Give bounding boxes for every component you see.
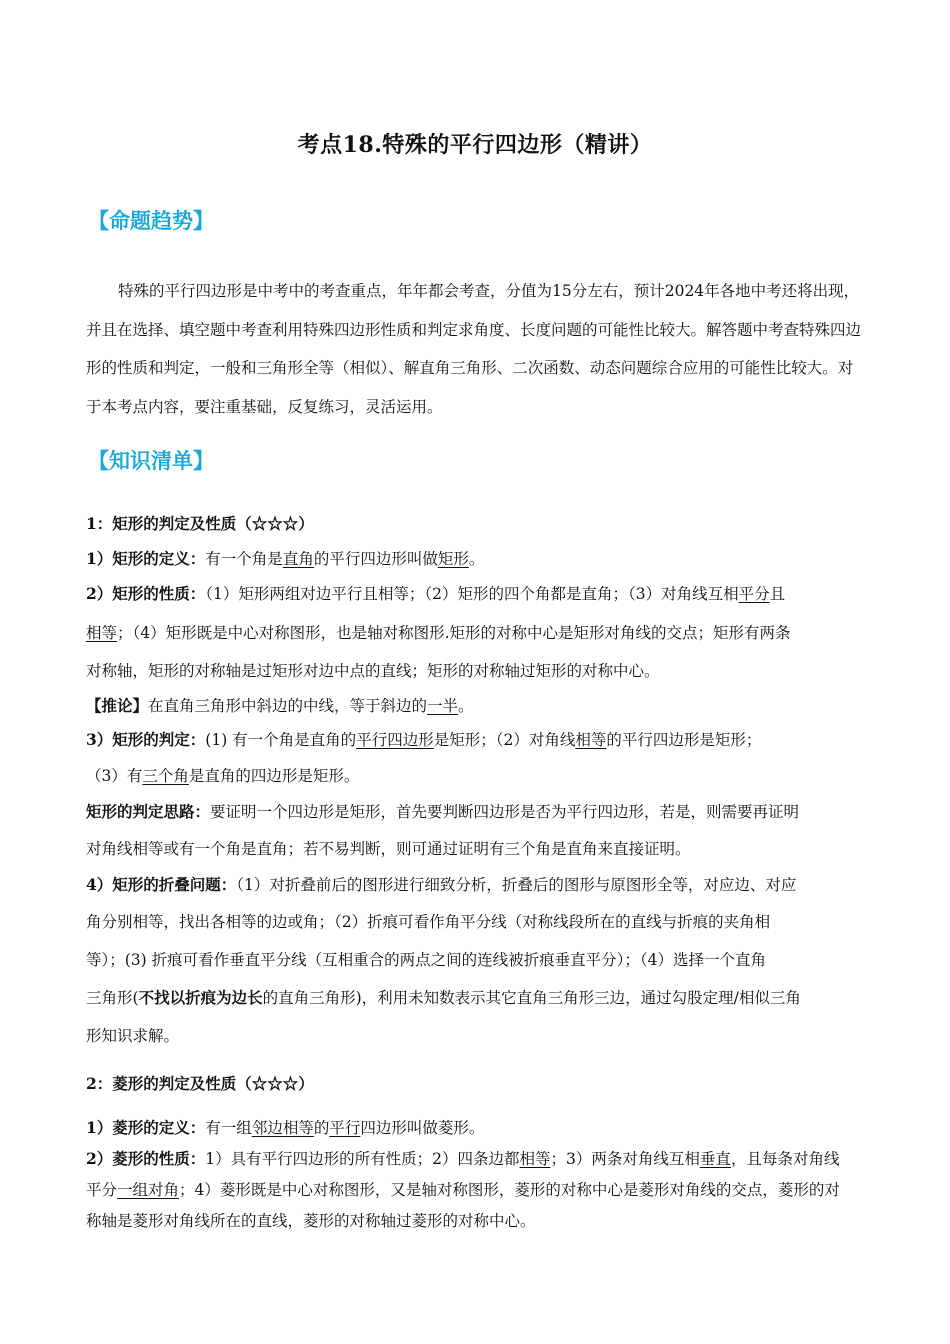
page-title: 考点18.特殊的平行四边形（精讲）: [297, 132, 653, 158]
rhombus-definition: 1）菱形的定义：有一组邻边相等的平行四边形叫做菱形。: [86, 1118, 485, 1137]
rhombus-property-line-1: 2）菱形的性质：1）具有平行四边形的所有性质；2）四条边都相等；3）两条对角线互相垂直，且每条对角线: [86, 1149, 840, 1168]
rect-corollary: 【推论】在直角三角形中斜边的中线，等于斜边的一半。: [86, 696, 474, 715]
rect-idea-line-2: 对角线相等或有一个角是直角；若不易判断，则可通过证明有三个角是直角来直接证明。: [86, 840, 691, 858]
intro-paragraph: 特殊的平行四边形是中考中的考查重点，年年都会考查，分值为15分左右，预计2024年各地中考还将出现，并且在选择、填空题中考查利用特殊四边形性质和判定求角度、长度问题的可能性比较大。解答题中考查特殊四边形的性质和判定，一般和三角形全等（相似）、解直角三角形、二次函数、动态问题综合应用的可能性比较大。对于本考点内容，要注重基础，反复练习，灵活运用。: [86, 282, 862, 416]
rect-judgement-line-1: 3）矩形的判定：(1) 有一个角是直角的平行四边形是矩形；（2）对角线相等的平行四边形是矩形；: [86, 730, 762, 749]
rect-property-line-1: 2）矩形的性质：（1）矩形两组对边平行且相等；（2）矩形的四个角都是直角；（3）对角线互相平分且: [86, 584, 786, 603]
section-heading-knowledge: 【知识清单】: [88, 449, 214, 473]
rect-folding-line-5: 形知识求解。: [86, 1027, 180, 1045]
rect-heading: 1：矩形的判定及性质（☆☆☆）: [86, 514, 314, 533]
rect-property-line-2: 相等；（4）矩形既是中心对称图形，也是轴对称图形.矩形的对称中心是矩形对角线的交点；矩形有两条: [86, 624, 791, 642]
rect-folding-line-2: 角分别相等，找出各相等的边或角；（2）折痕可看作角平分线（对称线段所在的直线与折痕的夹角相: [86, 913, 771, 931]
rect-definition: 1）矩形的定义：有一个角是直角的平行四边形叫做矩形。: [86, 549, 485, 568]
rect-folding-line-4: 三角形(不找以折痕为边长的直角三角形)，利用未知数表示其它直角三角形三边，通过勾股定理/相似三角: [86, 988, 801, 1007]
rect-folding-line-3: 等）；(3) 折痕可看作垂直平分线（互相重合的两点之间的连线被折痕垂直平分）；（4）选择一个直角: [86, 951, 766, 969]
rhombus-property-line-2: 平分一组对角；4）菱形既是中心对称图形，又是轴对称图形，菱形的对称中心是菱形对角线的交点，菱形的对: [86, 1181, 840, 1199]
rect-property-line-3: 对称轴，矩形的对称轴是过矩形对边中点的直线；矩形的对称轴过矩形的对称中心。: [86, 662, 660, 680]
rect-idea-line-1: 矩形的判定思路：要证明一个四边形是矩形，首先要判断四边形是否为平行四边形，若是，则需要再证明: [86, 802, 800, 821]
intro-block: [86, 272, 866, 426]
rect-folding-line-1: 4）矩形的折叠问题：（1）对折叠前后的图形进行细致分析，折叠后的图形与原图形全等，对应边、对应: [86, 875, 797, 894]
rhombus-property-line-3: 称轴是菱形对角线所在的直线，菱形的对称轴过菱形的对称中心。: [86, 1212, 536, 1230]
rect-judgement-line-2: （3）有三个角是直角的四边形是矩形。: [86, 767, 360, 785]
section-heading-trend: 【命题趋势】: [88, 209, 214, 233]
rhombus-heading: 2：菱形的判定及性质（☆☆☆）: [86, 1074, 314, 1093]
